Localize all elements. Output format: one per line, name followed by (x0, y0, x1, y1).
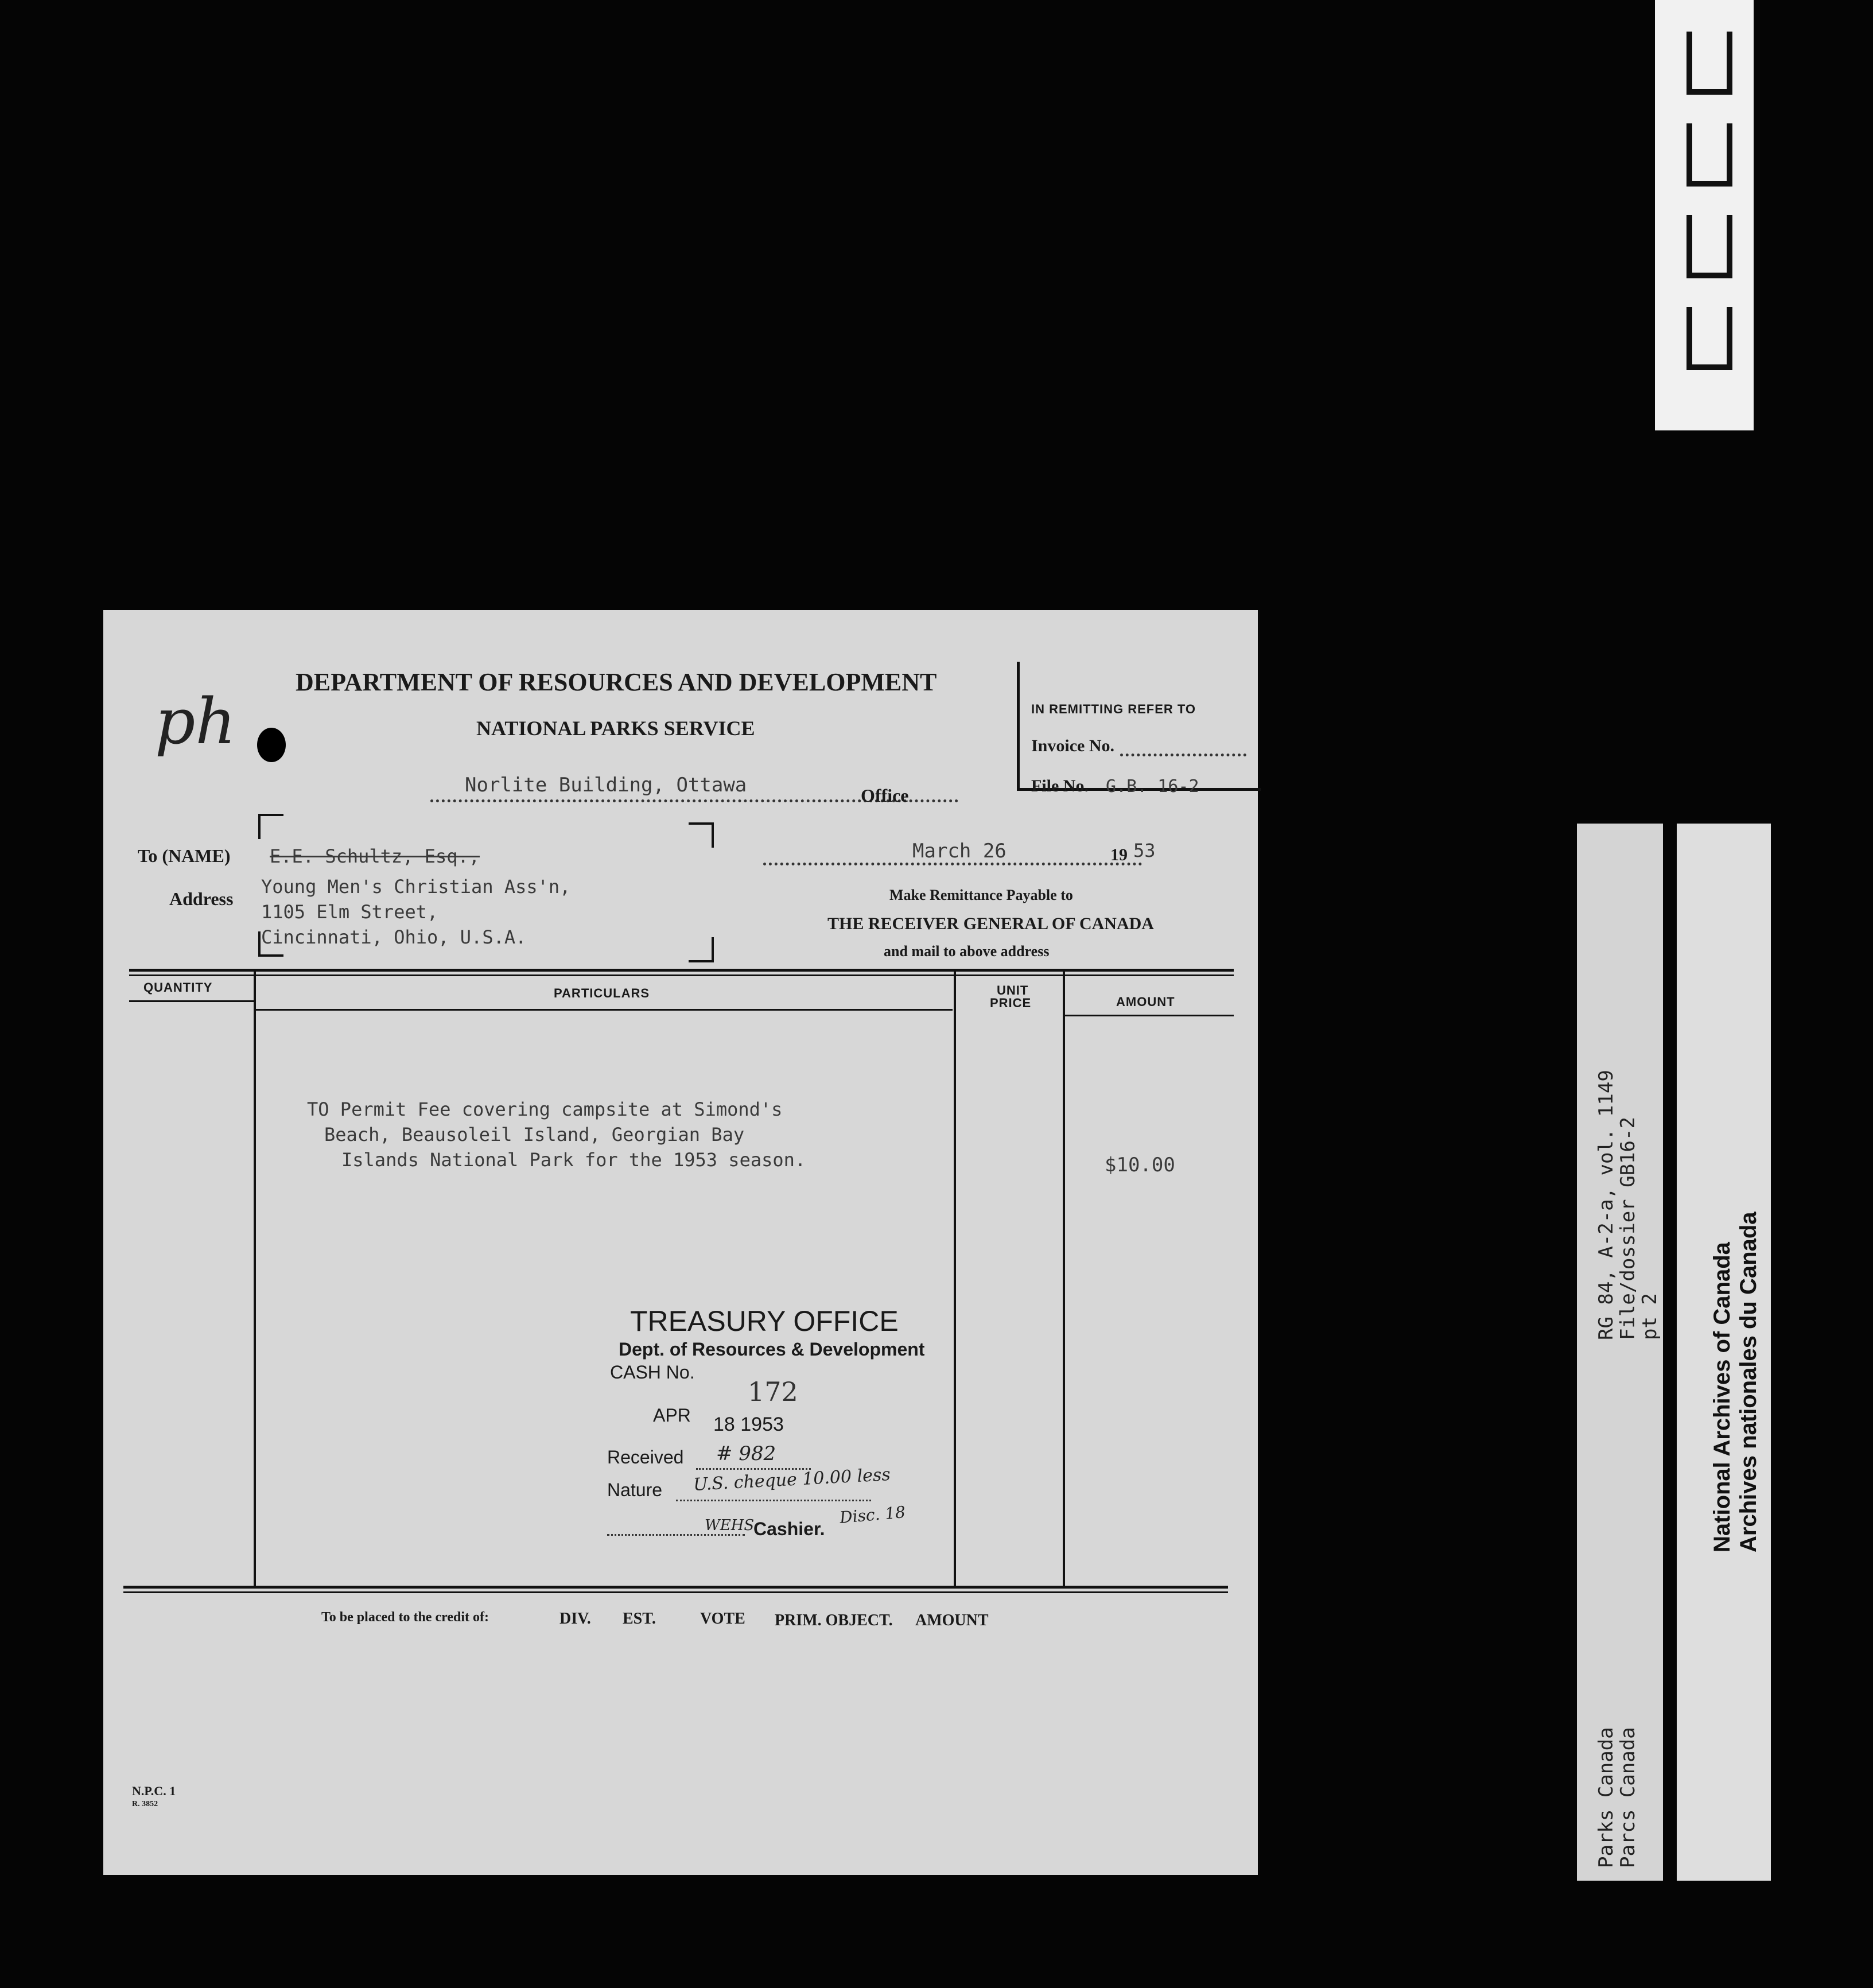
office-label: Office (861, 785, 909, 806)
invoice-date: March 26 (912, 840, 1007, 863)
nature-line (676, 1500, 871, 1501)
to-name-label: To (NAME) (138, 845, 231, 866)
reel-marker (1655, 0, 1754, 430)
address-line: Young Men's Christian Ass'n, (261, 876, 571, 898)
table-top-rule-2 (129, 974, 1234, 976)
particulars-line: Islands National Park for the 1953 season. (341, 1149, 806, 1171)
stamp-cash-label: CASH No. (610, 1362, 695, 1383)
stamp-date-day-year: 18 1953 (713, 1414, 784, 1435)
cashier-line (607, 1534, 745, 1536)
particulars-line: TO Permit Fee covering campsite at Simond's (307, 1098, 783, 1120)
stamp-date-month: APR (653, 1405, 691, 1426)
stamp-cash-no: 172 (748, 1376, 798, 1407)
agency-line: Parcs Canada (1616, 1727, 1639, 1868)
recipient-name-struck: E.E. Schultz, Esq., (270, 845, 480, 867)
invoice-label: Invoice No. (1031, 736, 1114, 755)
header-price: PRICE (990, 996, 1032, 1010)
archives-line: National Archives of Canada (1709, 1242, 1735, 1552)
remit-box (1017, 662, 1261, 797)
service-title: NATIONAL PARKS SERVICE (476, 717, 755, 740)
credit-top-rule (123, 1586, 1228, 1589)
form-number: N.P.C. 1 (132, 1784, 176, 1798)
remittance-line2: THE RECEIVER GENERAL OF CANADA (827, 914, 1154, 933)
col-divider-1 (254, 972, 256, 1589)
particulars-line: Beach, Beausoleil Island, Georgian Bay (324, 1124, 745, 1146)
reference-line: pt 2 (1638, 1293, 1661, 1340)
form-revision: R. 3852 (132, 1800, 158, 1808)
treasury-stamp (590, 1304, 934, 1563)
credit-est: EST. (623, 1610, 656, 1628)
date-year: 53 (1133, 840, 1156, 861)
archives-canada-strip (1677, 824, 1771, 1881)
reference-line: File/dossier GB16-2 (1616, 1117, 1639, 1340)
reel-glyph (1678, 40, 1741, 86)
address-corner-tr (689, 822, 714, 848)
header-particulars: PARTICULARS (554, 986, 650, 1000)
stamp-dept: Dept. of Resources & Development (619, 1339, 925, 1360)
remittance-line1: Make Remittance Payable to (889, 887, 1073, 903)
quantity-header-rule (129, 1000, 255, 1002)
stamp-title: TREASURY OFFICE (630, 1305, 899, 1337)
archive-reference-strip (1577, 824, 1663, 1881)
invoice-document (103, 610, 1258, 1875)
stamp-nature-label: Nature (607, 1480, 663, 1500)
address-label: Address (169, 888, 234, 909)
stamp-cashier-initials: WEHS (705, 1517, 755, 1534)
amount-header-rule (1064, 1015, 1234, 1016)
stamp-nature-value: U.S. cheque 10.00 less (693, 1465, 891, 1495)
reference-line: RG 84, A-2-a, vol. 1149 (1595, 1070, 1618, 1340)
credit-prim-object: PRIM. OBJECT. (775, 1612, 893, 1629)
recipient-address (261, 874, 570, 950)
reel-glyph (1678, 316, 1741, 362)
archives-line: Archives nationales du Canada (1736, 1212, 1761, 1552)
particulars-header-rule (255, 1009, 953, 1011)
stamp-received-value: # 982 (716, 1442, 776, 1465)
stamp-nature-note: Disc. 18 (838, 1502, 907, 1527)
file-value: G.B. 16-2 (1106, 776, 1199, 797)
address-corner-tl (258, 814, 283, 839)
amount-value: $10.00 (1105, 1154, 1175, 1177)
file-label: File No. (1031, 776, 1089, 795)
header-amount: AMOUNT (1116, 995, 1175, 1009)
stamp-received-label: Received (607, 1447, 684, 1467)
credit-top-rule-2 (123, 1591, 1228, 1593)
col-divider-3 (1063, 972, 1065, 1589)
particulars-text (307, 1097, 806, 1172)
credit-amount: AMOUNT (915, 1612, 989, 1629)
ink-blot (257, 728, 286, 762)
archives-text (1709, 1212, 1762, 1552)
table-top-rule (129, 969, 1234, 972)
credit-lead: To be placed to the credit of: (321, 1610, 489, 1625)
date-underline (763, 863, 1142, 865)
office-location: Norlite Building, Ottawa (465, 774, 747, 797)
reel-glyph (1678, 224, 1741, 270)
header-quantity: QUANTITY (143, 980, 213, 995)
address-corner-br (689, 937, 714, 962)
reference-text (1595, 1070, 1661, 1340)
credit-div: DIV. (559, 1610, 591, 1628)
agency-line: Parks Canada (1595, 1727, 1618, 1868)
agency-text (1595, 1727, 1639, 1868)
handwritten-initials: ph (155, 685, 236, 758)
date-century: 19 (1110, 845, 1128, 864)
address-line: Cincinnati, Ohio, U.S.A. (261, 926, 527, 948)
remittance-line3: and mail to above address (884, 943, 1050, 960)
col-divider-2 (954, 972, 956, 1589)
stamp-cashier-label: Cashier. (753, 1519, 825, 1539)
address-line: 1105 Elm Street, (261, 901, 438, 923)
credit-vote: VOTE (700, 1610, 745, 1628)
reel-glyph (1678, 132, 1741, 178)
department-title: DEPARTMENT OF RESOURCES AND DEVELOPMENT (296, 668, 937, 696)
invoice-line (1120, 754, 1246, 756)
header-unit: UNIT (997, 983, 1029, 997)
remit-heading: IN REMITTING REFER TO (1031, 702, 1196, 716)
